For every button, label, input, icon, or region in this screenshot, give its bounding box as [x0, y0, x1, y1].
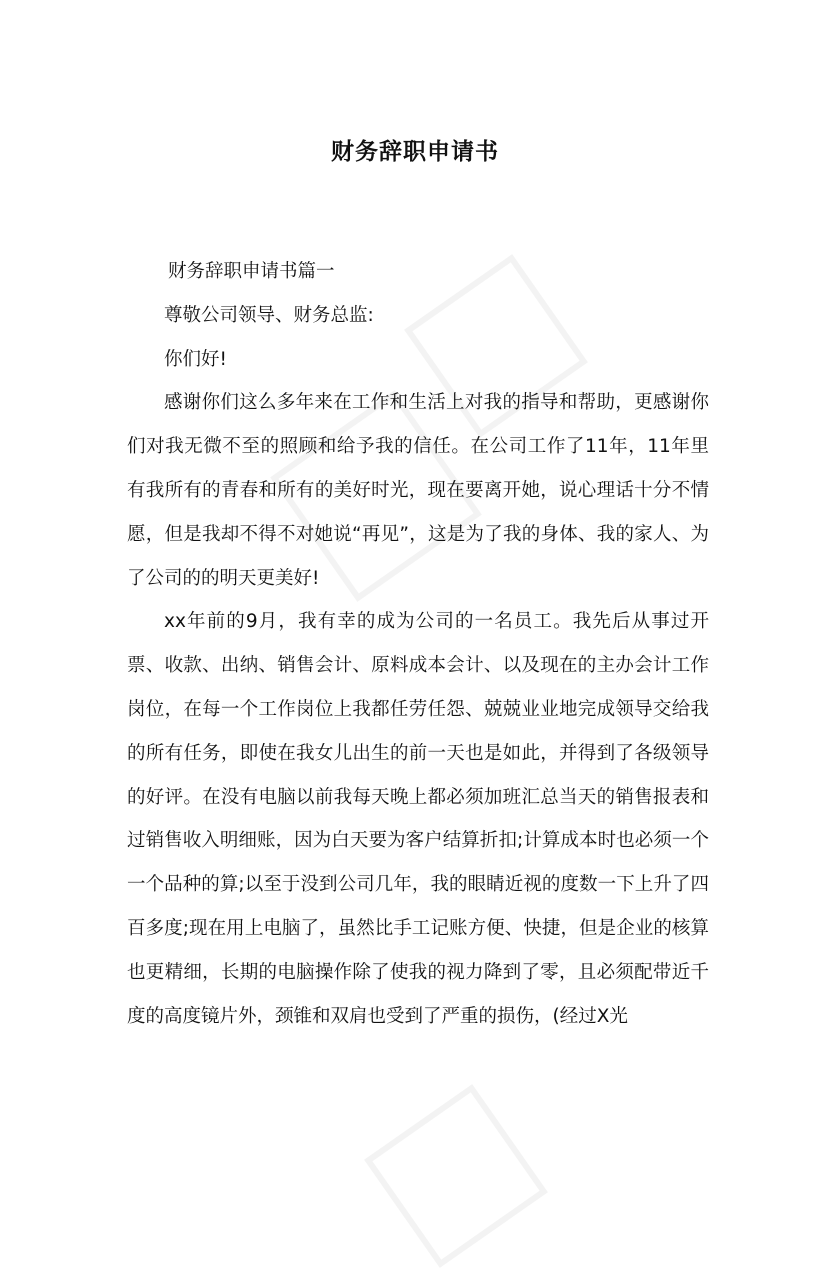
greeting: 你们好! — [164, 348, 227, 370]
salutation: 尊敬公司领导、财务总监: — [164, 304, 374, 326]
body-paragraph: 感谢你们这么多年来在工作和生活上对我的指导和帮助，更感谢你们对我无微不至的照顾和给予我的信任。在公司工作了11年，11年里有我所有的青春和所有的美好时光，现在要离开她，说心理话十分不情愿，但是我却不得不对她说“再见”，这是为了我的身体、我的家人、为了公司的的明天更美好! — [127, 392, 709, 589]
document-body — [127, 250, 709, 1038]
section-heading: 财务辞职申请书篇一 — [168, 261, 335, 282]
watermark — [364, 1084, 548, 1268]
body-paragraph: xx年前的9月，我有幸的成为公司的一名员工。我先后从事过开票、收款、出纳、销售会计、原料成本会计、以及现在的主办会计工作岗位，在每一个工作岗位上我都任劳任怨、兢兢业业地完成领导交给我的所有任务，即使在我女儿出生的前一天也是如此，并得到了各级领导的好评。在没有电脑以前我每天晚上都必须加班汇总当天的销售报表和过销售收入明细账，因为白天要为客户结算折扣;计算成本时也必须一个一个品种的算;以至于没到公司几年，我的眼睛近视的度数一下上升了四百多度;现在用上电脑了，虽然比手工记账方便、快捷，但是企业的核算也更精细，长期的电脑操作除了使我的视力降到了零，且必须配带近千度的高度镜片外，颈锥和双肩也受到了严重的损伤，(经过X光 — [127, 611, 709, 1027]
document-title: 财务辞职申请书 — [331, 139, 499, 165]
